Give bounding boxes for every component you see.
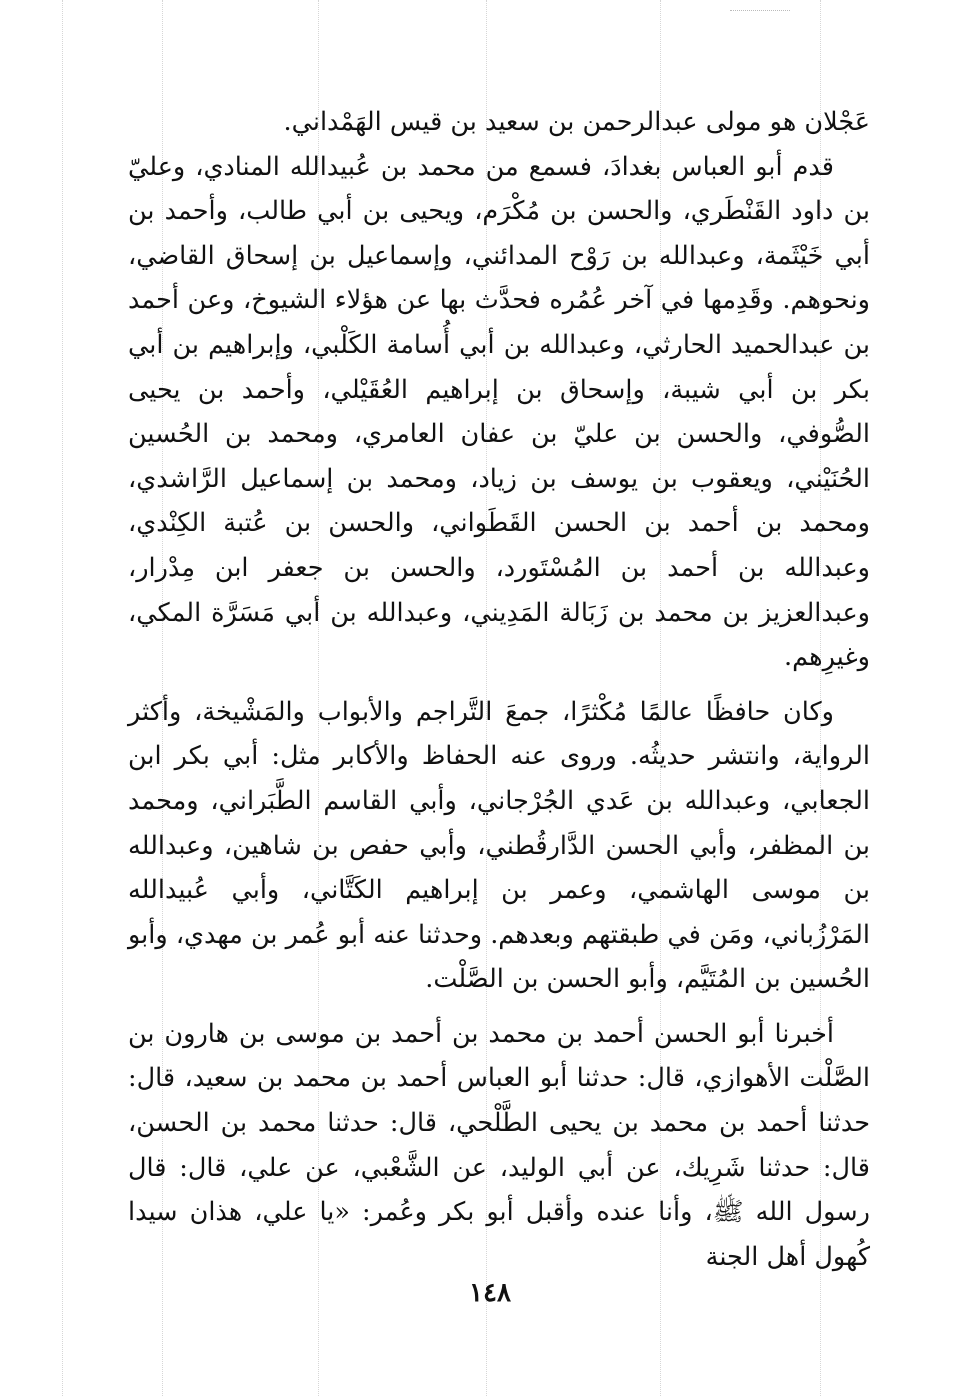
page-number: ١٤٨	[469, 1278, 511, 1308]
page-body	[128, 100, 870, 1279]
scan-artifact-line	[62, 0, 63, 1396]
scan-artifact-mark	[730, 0, 790, 11]
paragraph: قدم أبو العباس بغدادَ، فسمع من محمد بن عُبيدالله المنادي، وعليّ بن داود القَنْطَري، والحسن بن مُكْرَم، ويحيى بن أبي طالب، وأحمد بن أبي خَيْثَمة، وعبدالله بن رَوْح المدائني، وإسماعيل بن إسحاق القاضي، ونحوهم. وقَدِمها في آخر عُمُره فحدَّث بها عن هؤلاء الشيوخ، وعن أحمد بن عبدالحميد الحارثي، وعبدالله بن أبي أُسامة الكَلْبي، وإبراهيم بن أبي بكر بن أبي شيبة، وإسحاق بن إبراهيم العُقَيْلي، وأحمد بن يحيى الصُّوفي، والحسن بن عليّ بن عفان العامري، ومحمد بن الحُسين الحُنَيْني، ويعقوب بن يوسف بن زياد، ومحمد بن إسماعيل الرَّاشدي، ومحمد بن أحمد بن الحسن القَطَواني، والحسن بن عُتبة الكِنْدي، وعبدالله بن أحمد بن المُسْتَورد، والحسن بن جعفر ابن مِدْرار، وعبدالعزيز بن محمد بن زَبَالة المَدِيني، وعبدالله بن أبي مَسَرَّة المكي، وغيرِهم.	[128, 151, 870, 673]
paragraph: أخبرنا أبو الحسن أحمد بن محمد بن أحمد بن موسى بن هارون بن الصَّلْت الأهوازي، قال: حدثنا أبو العباس أحمد بن محمد بن سعيد، قال: حدثنا أحمد بن محمد بن يحيى الطَّلْحي، قال: حدثنا محمد بن الحسن، قال: حدثنا شَرِيك، عن أبي الوليد، عن الشَّعْبي، عن علي، قال: قال رسول الله ﷺ، وأنا عنده وأقبل أبو بكر وعُمر: «يا علي، هذان سيدا كُهول أهل الجنة	[128, 1018, 870, 1272]
paragraph: وكان حافظًا عالمًا مُكْثرًا، جمعَ التَّراجم والأبواب والمَشْيخة، وأكثر الرواية، وانتشر حديثُه. وروى عنه الحفاظ والأكابر مثل: أبي بكر ابن الجعابي، وعبدالله بن عَدي الجُرْجاني، وأبي القاسم الطَّبَراني، ومحمد بن المظفر، وأبي الحسن الدَّارقُطني، وأبي حفص بن شاهين، وعبدالله بن موسى الهاشمي، وعمر بن إبراهيم الكَتَّاني، وأبي عُبيدالله المَرْزُباني، ومَن في طبقتهم وبعدهم. وحدثنا عنه أبو عُمر بن مهدي، وأبو الحُسين بن المُتَيَّم، وأبو الحسن بن الصَّلْت.	[128, 696, 870, 995]
paragraph: عَجْلان هو مولى عبدالرحمن بن سعيد بن قيس الهَمْداني.	[283, 107, 870, 137]
